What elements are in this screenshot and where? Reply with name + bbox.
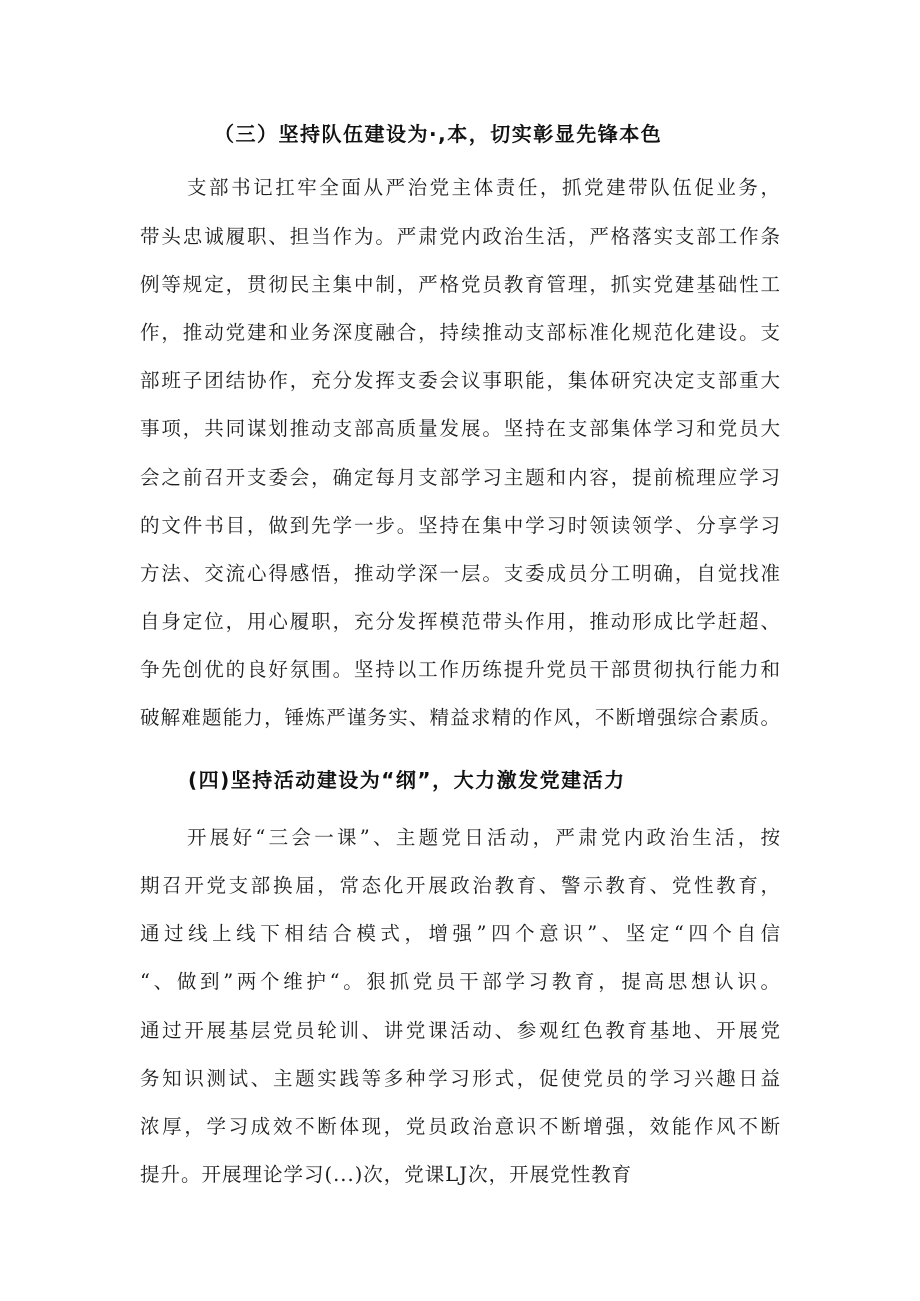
paragraph-line: 浓厚，学习成效不断体现，党员政治意识不断增强，效能作风不断 <box>140 1115 780 1138</box>
paragraph-line: “、做到”两个维护“。狠抓党员干部学习教育，提高思想认识。 <box>140 970 780 993</box>
paragraph-line: 提升。开展理论学习(...)次，党课LJ次，开展党性教育 <box>140 1163 633 1186</box>
paragraph-line: 破解难题能力，锤炼严谨务实、精益求精的作风，不断增强综合素质。 <box>140 706 780 729</box>
paragraph-line: 争先创优的良好氛围。坚持以工作历练提升党员干部贯彻执行能力和 <box>140 658 780 681</box>
section-3-heading: （三）坚持队伍建设为·,本，切实彰显先锋本色 <box>214 122 663 146</box>
paragraph-line: 务知识测试、主题实践等多种学习形式，促使党员的学习兴趣日益 <box>140 1067 780 1090</box>
paragraph-line: 部班子团结协作，充分发挥支委会议事职能，集体研究决定支部重大 <box>140 369 780 392</box>
paragraph-line: 事项，共同谋划推动支部高质量发展。坚持在支部集体学习和党员大 <box>140 417 780 440</box>
paragraph-line: 例等规定，贯彻民主集中制，严格党员教育管理，抓实党建基础性工 <box>140 273 780 296</box>
paragraph-line: 方法、交流心得感悟，推动学深一层。支委成员分工明确，自觉找准 <box>140 562 780 585</box>
paragraph-line: 带头忠诚履职、担当作为。严肃党内政治生活，严格落实支部工作条 <box>140 225 780 248</box>
paragraph-line: 期召开党支部换届，常态化开展政治教育、警示教育、党性教育， <box>140 874 780 897</box>
paragraph-line: 开展好“三会一课”、主题党日活动，严肃党内政治生活，按 <box>187 826 780 849</box>
paragraph-line: 自身定位，用心履职，充分发挥模范带头作用，推动形成比学赶超、 <box>140 610 780 633</box>
paragraph-line: 支部书记扛牢全面从严治党主体责任，抓党建带队伍促业务， <box>187 176 780 199</box>
section-4-heading: (四)坚持活动建设为“纲”，大力激发党建活力 <box>188 768 626 792</box>
paragraph-line: 通过线上线下相结合模式，增强”四个意识”、坚定“四个自信 <box>140 922 780 945</box>
paragraph-line: 作，推动党建和业务深度融合，持续推动支部标准化规范化建设。支 <box>140 321 780 344</box>
paragraph-line: 通过开展基层党员轮训、讲党课活动、参观红色教育基地、开展党 <box>140 1019 780 1042</box>
paragraph-line: 的文件书目，做到先学一步。坚持在集中学习时领读领学、分享学习 <box>140 514 780 537</box>
paragraph-line: 会之前召开支委会，确定每月支部学习主题和内容，提前梳理应学习 <box>140 466 780 489</box>
